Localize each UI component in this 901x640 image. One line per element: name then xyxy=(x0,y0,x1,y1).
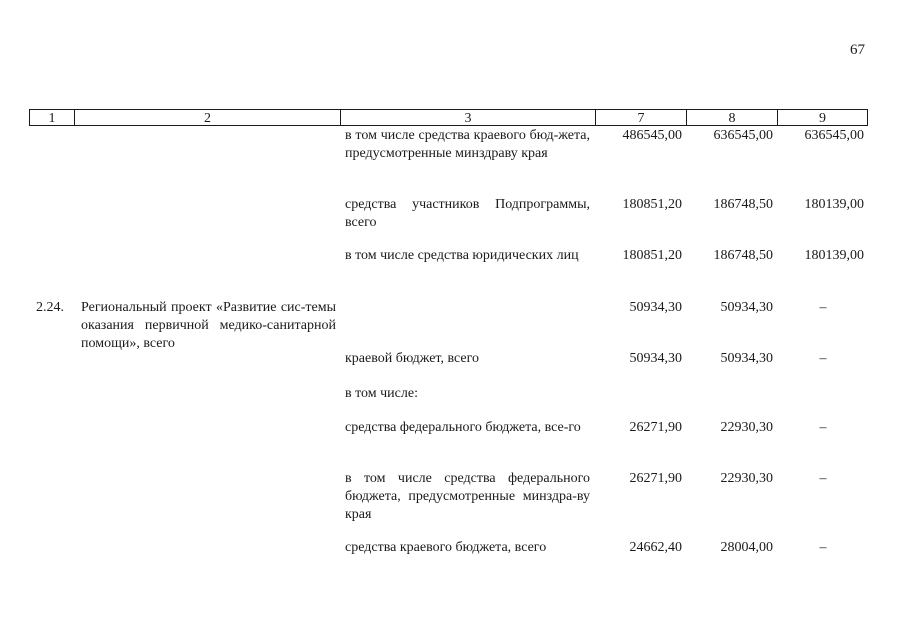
header-col-7: 7 xyxy=(595,109,687,126)
row-value-9: 636545,00 xyxy=(804,128,864,143)
row-value-7: 26271,90 xyxy=(629,471,682,486)
row-value-7: 26271,90 xyxy=(629,420,682,435)
row-value-7: 50934,30 xyxy=(629,300,682,315)
row-desc: средства федерального бюджета, все-го xyxy=(345,420,581,435)
row-desc: краевой бюджет, всего xyxy=(345,351,480,366)
row-value-8: 186748,50 xyxy=(713,197,773,212)
row-desc: в том числе средства краевого бюд-жета, предусмотренные минздраву края xyxy=(345,128,590,161)
row-desc: в том числе средства юридических лиц xyxy=(345,248,579,263)
row-value-8: 50934,30 xyxy=(720,351,773,366)
row-value-8: 186748,50 xyxy=(713,248,773,263)
row-value-8: 22930,30 xyxy=(720,471,773,486)
row-value-7: 180851,20 xyxy=(622,197,682,212)
row-value-8: 636545,00 xyxy=(713,128,773,143)
page-number: 67 xyxy=(850,42,865,58)
header-col-3: 3 xyxy=(340,109,596,126)
row-desc: средства краевого бюджета, всего xyxy=(345,540,547,555)
header-col-2: 2 xyxy=(74,109,341,126)
section-number: 2.24. xyxy=(36,300,64,315)
header-col-8: 8 xyxy=(686,109,778,126)
row-value-9: – xyxy=(819,420,827,435)
row-value-9: – xyxy=(819,540,827,555)
row-value-8: 22930,30 xyxy=(720,420,773,435)
row-value-8: 50934,30 xyxy=(720,300,773,315)
row-desc: средства участников Подпрограммы, всего xyxy=(345,197,590,230)
row-value-9: – xyxy=(819,351,827,366)
row-value-9: – xyxy=(819,300,827,315)
row-value-7: 50934,30 xyxy=(629,351,682,366)
row-value-8: 28004,00 xyxy=(720,540,773,555)
row-value-7: 24662,40 xyxy=(629,540,682,555)
row-value-7: 180851,20 xyxy=(622,248,682,263)
row-value-7: 486545,00 xyxy=(622,128,682,143)
row-desc: в том числе средства федерального бюджета, предусмотренные минздра-ву края xyxy=(345,471,590,522)
header-col-9: 9 xyxy=(777,109,868,126)
row-value-9: – xyxy=(819,471,827,486)
row-desc: в том числе: xyxy=(345,386,418,401)
row-value-9: 180139,00 xyxy=(804,248,864,263)
section-title: Региональный проект «Развитие сис-темы оказания первичной медико-санитарной помощи», всего xyxy=(81,300,336,351)
row-value-9: 180139,00 xyxy=(804,197,864,212)
header-col-1: 1 xyxy=(29,109,75,126)
